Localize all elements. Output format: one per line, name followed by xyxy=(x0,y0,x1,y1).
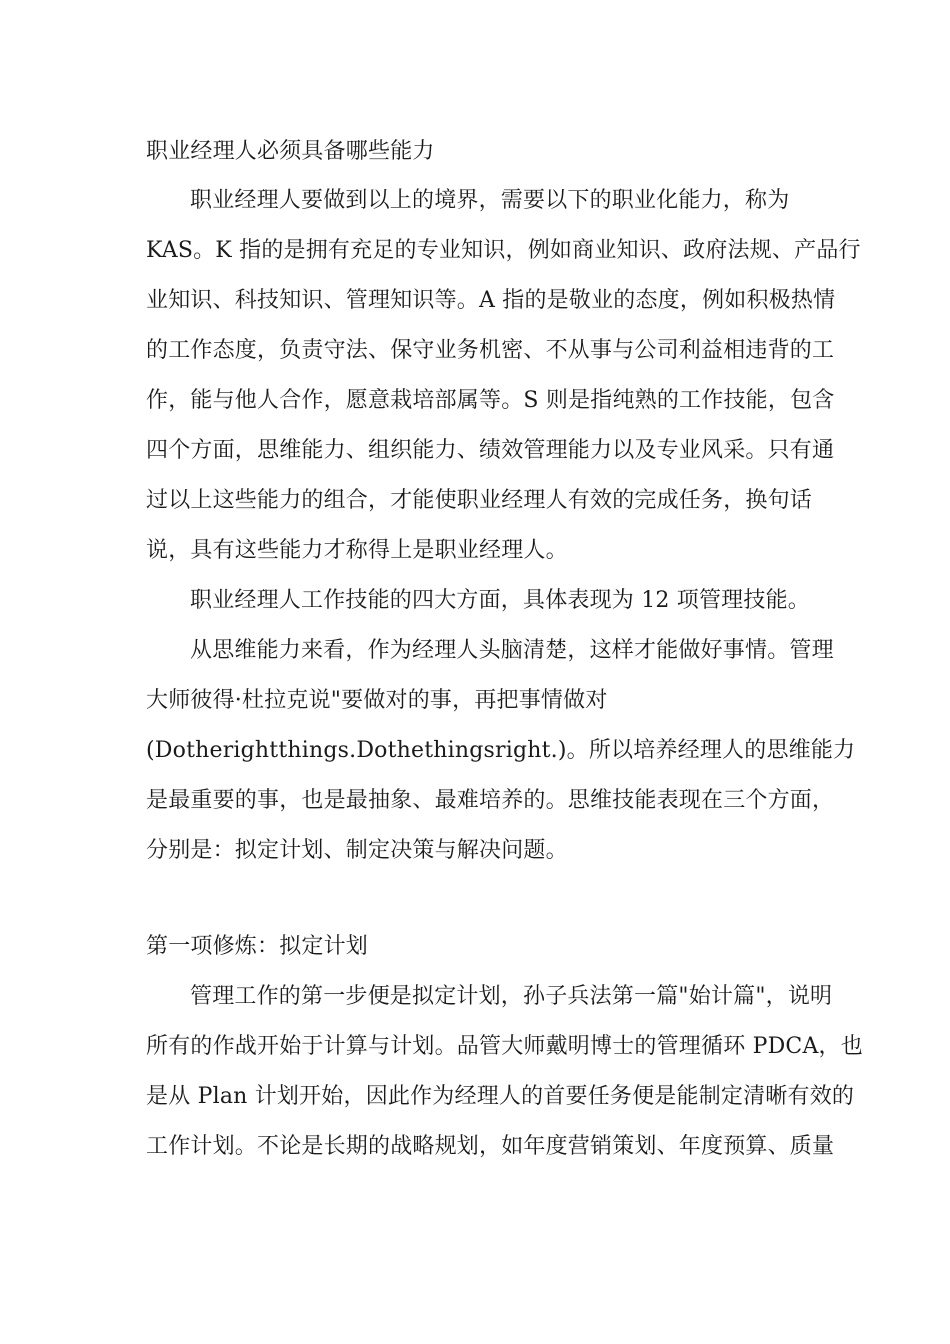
paragraph-line: 的工作态度，负责守法、保守业务机密、不从事与公司利益相违背的工 xyxy=(146,338,835,363)
paragraph-line: 过以上这些能力的组合，才能使职业经理人有效的完成任务，换句话 xyxy=(146,488,813,513)
paragraph-line: 所有的作战开始于计算与计划。品管大师戴明博士的管理循环 PDCA，也 xyxy=(146,1034,863,1059)
paragraph-line: 四个方面，思维能力、组织能力、绩效管理能力以及专业风采。只有通 xyxy=(146,438,835,463)
paragraph-line: (Dotherightthings.Dothethingsright.)。所以培养经理人的思维能力 xyxy=(146,738,856,763)
section-heading: 第一项修炼：拟定计划 xyxy=(146,934,369,959)
paragraph-line: 业知识、科技知识、管理知识等。A 指的是敬业的态度，例如积极热情 xyxy=(146,288,836,313)
paragraph-line: 是从 Plan 计划开始，因此作为经理人的首要任务便是能制定清晰有效的 xyxy=(146,1084,855,1109)
paragraph-line: 分别是：拟定计划、制定决策与解决问题。 xyxy=(146,838,568,863)
paragraph-line: 说，具有这些能力才称得上是职业经理人。 xyxy=(146,538,568,563)
paragraph-line: 职业经理人工作技能的四大方面，具体表现为 12 项管理技能。 xyxy=(190,588,810,613)
paragraph-line: KAS。K 指的是拥有充足的专业知识，例如商业知识、政府法规、产品行 xyxy=(146,238,861,263)
paragraph-line: 从思维能力来看，作为经理人头脑清楚，这样才能做好事情。管理 xyxy=(190,638,834,663)
paragraph-line: 作，能与他人合作，愿意栽培部属等。S 则是指纯熟的工作技能，包含 xyxy=(146,388,835,413)
paragraph-line: 大师彼得·杜拉克说"要做对的事，再把事情做对 xyxy=(146,688,608,713)
paragraph-line: 工作计划。不论是长期的战略规划，如年度营销策划、年度预算、质量 xyxy=(146,1134,835,1159)
paragraph-line: 是最重要的事，也是最抽象、最难培养的。思维技能表现在三个方面， xyxy=(146,788,835,813)
paragraph-line: 管理工作的第一步便是拟定计划，孙子兵法第一篇"始计篇"，说明 xyxy=(190,984,833,1009)
paragraph-line: 职业经理人要做到以上的境界，需要以下的职业化能力，称为 xyxy=(190,188,790,213)
section-heading: 职业经理人必须具备哪些能力 xyxy=(146,139,435,164)
